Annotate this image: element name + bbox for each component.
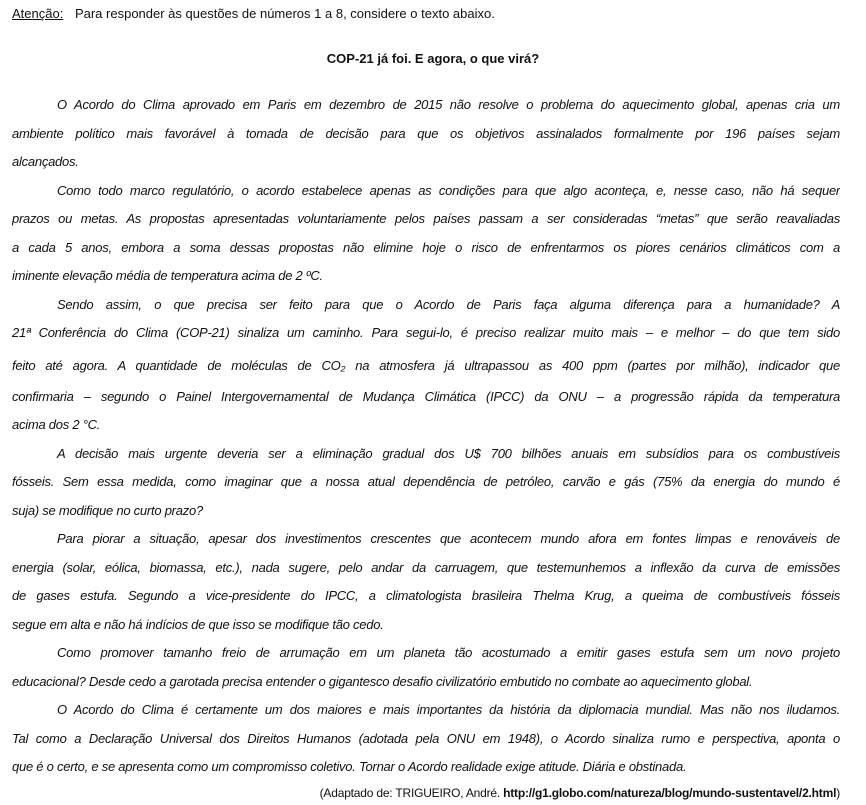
paragraph-line: Sendo assim, o que precisa ser feito para que o Acordo de Paris faça alguma diferença para a humanidade? A	[57, 296, 840, 312]
source-url: http://g1.globo.com/natureza/blog/mundo-sustentavel/2.html	[503, 786, 837, 800]
paragraph-line: ambiente político mais favorável à tomada de decisão para que os objetivos assinalados formalmente por 196 países sejam	[12, 125, 840, 141]
paragraph-line: Como promover tamanho freio de arrumação em um planeta tão acostumado a emitir gases estufa sem um novo projeto	[57, 645, 840, 660]
paragraph-line: O Acordo do Clima é certamente um dos maiores e mais importantes da história da diplomacia mundial. Mas não nos iludamos.	[57, 702, 840, 717]
attention-label: Atenção:	[12, 6, 64, 21]
paragraph-line: segue em alta e não há indícios de que isso se modifique tão cedo.	[12, 616, 384, 632]
paragraph-line: educacional? Desde cedo a garotada precisa entender o gigantesco desafio civilizatório embutido no combate ao aquecimento global.	[12, 673, 753, 689]
paragraph-line: confirmaria – segundo o Painel Intergovernamental de Mudança Climática (IPCC) da ONU – a progressão rápida da temperatura	[12, 388, 840, 404]
paragraph-line: de gases estufa. Segundo a vice-presidente do IPCC, a climatologista brasileira Thelma Krug, a queima de combustíveis fósseis	[12, 588, 840, 603]
paragraph-line: Como todo marco regulatório, o acordo estabelece apenas as condições para que algo aconteça, e, nesse caso, não há sequer	[57, 182, 840, 198]
paragraph-line: suja) se modifique no curto prazo?	[12, 502, 203, 518]
paragraph-line: acima dos 2 °C.	[12, 417, 101, 432]
paragraph-line: a cada 5 anos, embora a soma dessas propostas não elimine hoje o risco de enfrentarmos os piores cenários climáticos com a	[12, 239, 840, 255]
paragraph-line: que é o certo, e se apresenta como um compromisso coletivo. Tornar o Acordo realidade exige atitude. Diária e obstinada.	[12, 759, 687, 774]
source-citation	[320, 786, 840, 800]
paragraph-line: prazos ou metas. As propostas apresentadas voluntariamente pelos países passam a ser consideradas “metas” que serão reavaliadas	[12, 211, 840, 226]
attention-text: Para responder às questões de números 1 a 8, considere o texto abaixo.	[74, 6, 495, 21]
paragraph-line: feito até agora. A quantidade de moléculas de CO₂ na atmosfera já ultrapassou as 400 ppm (partes por milhão), indicador que	[12, 357, 840, 373]
paragraph-line: alcançados.	[12, 154, 79, 169]
source-suffix: )	[836, 786, 840, 800]
source-prefix: (Adaptado de: TRIGUEIRO, André.	[319, 786, 500, 800]
paragraph-line: iminente elevação média de temperatura acima de 2 ºC.	[12, 268, 323, 283]
article-title: COP-21 já foi. E agora, o que virá?	[326, 51, 540, 66]
paragraph-line: Para piorar a situação, apesar dos investimentos crescentes que acontecem mundo afora em fontes limpas e renováveis de	[57, 531, 840, 546]
paragraph-line: 21ª Conferência do Clima (COP-21) sinaliza um caminho. Para segui-lo, é preciso realizar muito mais – e melhor – do que tem sido	[12, 325, 840, 340]
paragraph-line: Tal como a Declaração Universal dos Direitos Humanos (adotada pela ONU em 1948), o Acordo sinaliza rumo e perspectiva, aponta o	[12, 730, 840, 746]
paragraph-line: O Acordo do Clima aprovado em Paris em dezembro de 2015 não resolve o problema do aquecimento global, apenas cria um	[57, 97, 840, 112]
paragraph-line: A decisão mais urgente deveria ser a eliminação gradual dos U$ 700 bilhões anuais em subsídios para os combustíveis	[57, 445, 840, 461]
paragraph-line: fósseis. Sem essa medida, como imaginar que a nossa atual dependência de petróleo, carvão e gás (75% da energia do mundo é	[12, 474, 840, 489]
paragraph-line: energia (solar, eólica, biomassa, etc.), nada sugere, pelo andar da carruagem, que testemunhemos a inflexão da curva de emissões	[12, 559, 840, 575]
attention-note	[12, 6, 495, 21]
article-body	[12, 95, 840, 786]
